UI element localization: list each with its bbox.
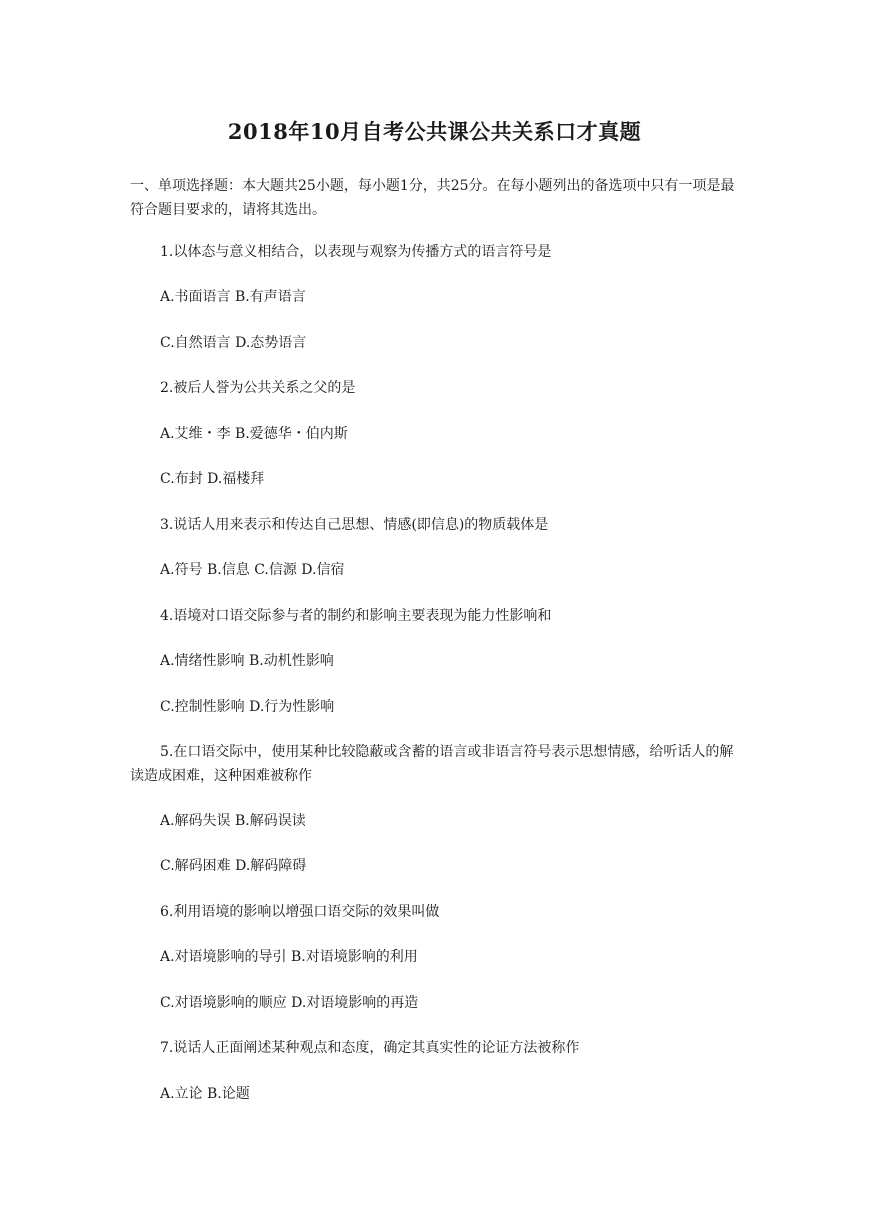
question-stem: 1.以体态与意义相结合，以表现与观察为传播方式的语言符号是 (160, 244, 552, 260)
question-stem: 3.说话人用来表示和传达自己思想、情感(即信息)的物质载体是 (160, 517, 549, 533)
question-stem: 5.在口语交际中，使用某种比较隐蔽或含蓄的语言或非语言符号表示思想情感，给听话人的解读造成困难，这种困难被称作 (130, 744, 734, 784)
question-stem: 6.利用语境的影响以增强口语交际的效果叫做 (160, 904, 440, 920)
question-stem: 2.被后人誉为公共关系之父的是 (160, 380, 356, 396)
question-options: C.对语境影响的顺应 D.对语境影响的再造 (160, 995, 419, 1011)
question-options: C.解码困难 D.解码障碍 (160, 858, 307, 874)
section-header: 一、单项选择题：本大题共25小题，每小题1分，共25分。在每小题列出的备选项中只有一项是最符合题目要求的，请将其选出。 (130, 178, 735, 218)
question-options: A.符号 B.信息 C.信源 D.信宿 (160, 562, 345, 578)
question-options: A.书面语言 B.有声语言 (160, 289, 306, 305)
question-stem: 4.语境对口语交际参与者的制约和影响主要表现为能力性影响和 (160, 608, 552, 624)
question-options: A.解码失误 B.解码误读 (160, 813, 306, 829)
question-options: C.控制性影响 D.行为性影响 (160, 699, 335, 715)
question-options: C.布封 D.福楼拜 (160, 471, 265, 487)
document-title: 2018年10月自考公共课公共关系口才真题 (227, 119, 642, 144)
question-options: A.立论 B.论题 (160, 1086, 250, 1102)
question-options: A.对语境影响的导引 B.对语境影响的利用 (160, 949, 418, 965)
question-options: A.情绪性影响 B.动机性影响 (160, 653, 334, 669)
question-stem: 7.说话人正面阐述某种观点和态度，确定其真实性的论证方法被称作 (160, 1040, 580, 1056)
question-options: A.艾维・李 B.爱德华・伯内斯 (160, 426, 348, 442)
question-options: C.自然语言 D.态势语言 (160, 335, 307, 351)
